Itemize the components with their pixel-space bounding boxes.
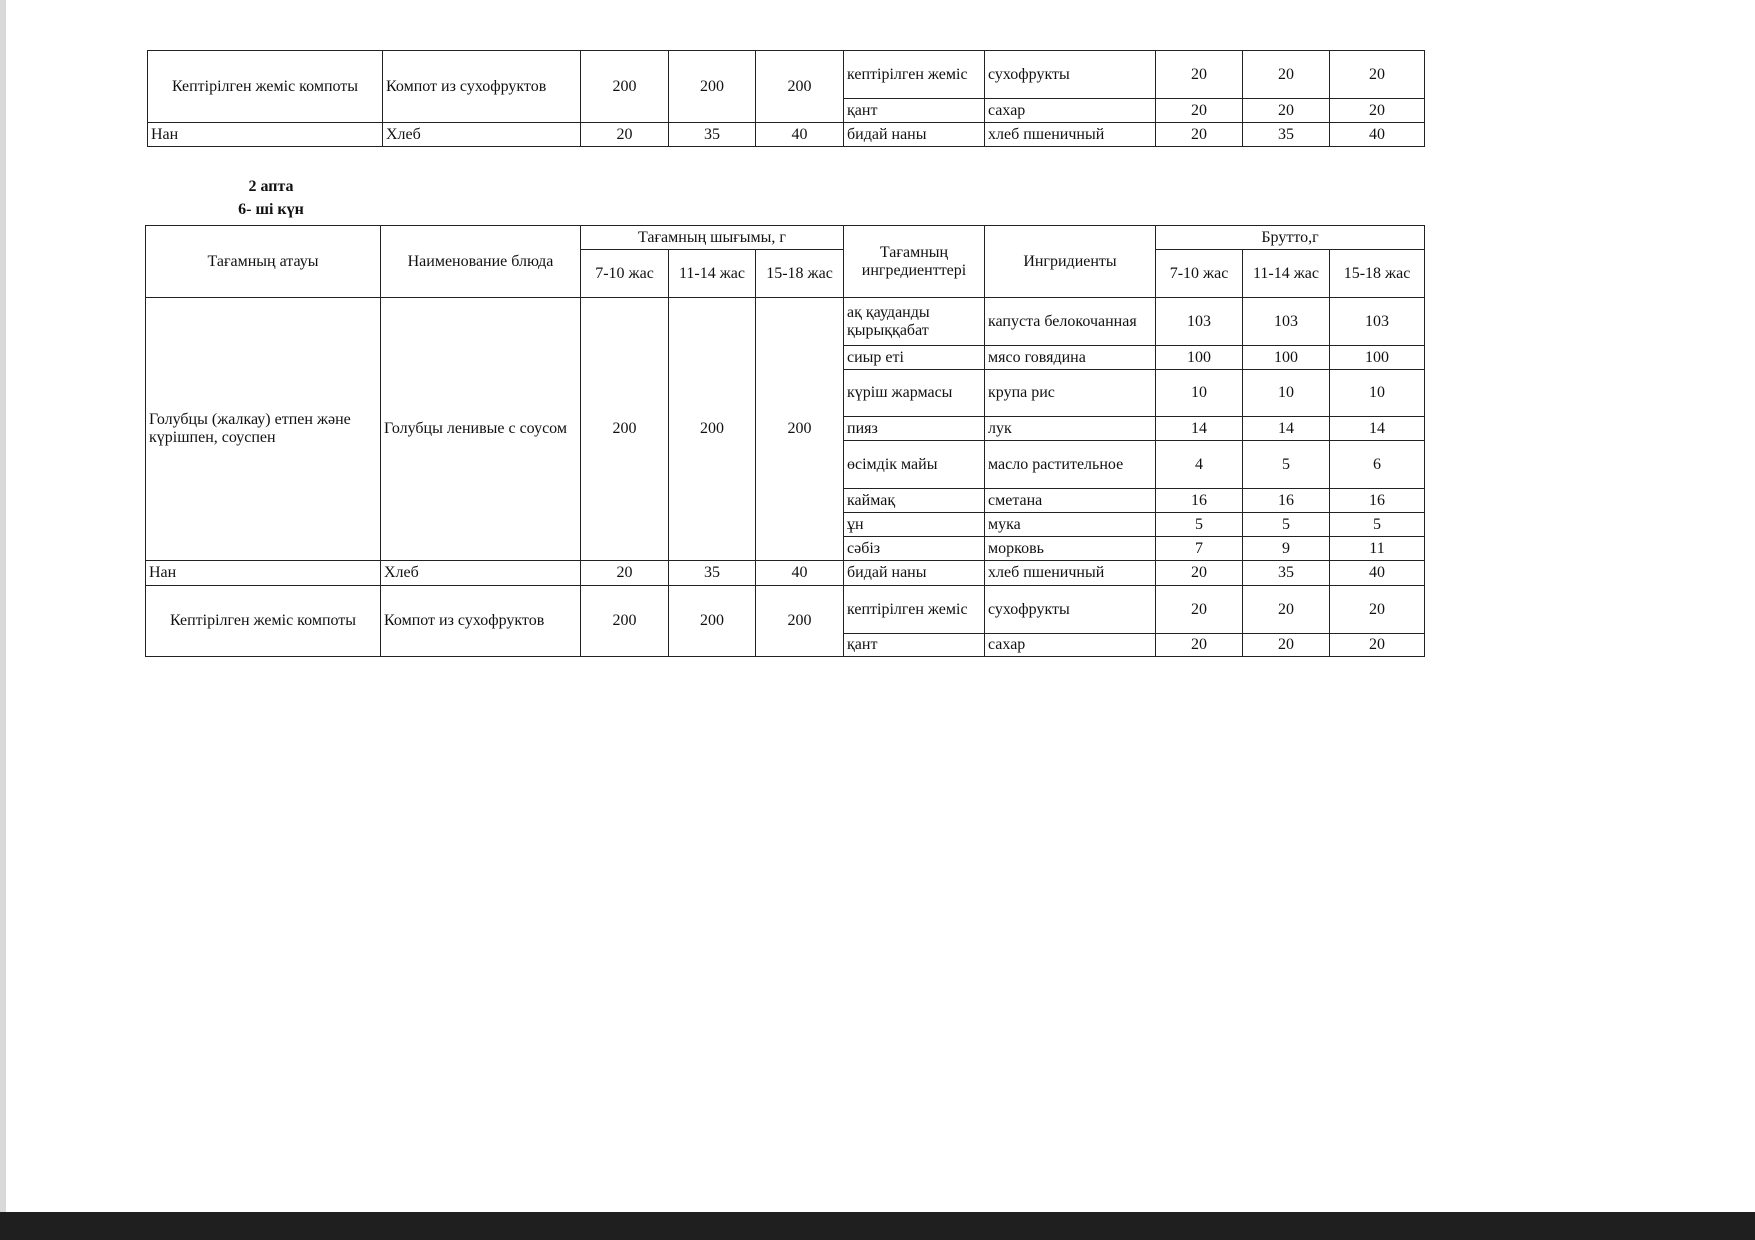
brutto-11-14: 16 [1243, 489, 1330, 513]
brutto-15-18: 20 [1330, 634, 1425, 657]
ingredient-ru: мука [985, 513, 1156, 537]
brutto-15-18: 40 [1330, 561, 1425, 586]
output-15-18: 200 [756, 298, 844, 561]
brutto-15-18: 20 [1330, 51, 1425, 99]
brutto-7-10: 20 [1156, 99, 1243, 123]
ingredient-ru: сухофрукты [985, 586, 1156, 634]
ingredient-kz: қант [844, 99, 985, 123]
brutto-11-14: 20 [1243, 586, 1330, 634]
scan-left-edge [0, 0, 6, 1240]
ingredient-kz: сиыр етi [844, 346, 985, 370]
ingredient-ru: сметана [985, 489, 1156, 513]
ingredient-ru: капуста белокочанная [985, 298, 1156, 346]
dish-name-kz: Кептiрiлген жемiс компоты [146, 586, 381, 657]
dish-name-ru: Хлеб [381, 561, 581, 586]
table-row [146, 298, 1425, 346]
dish-name-ru: Компот из сухофруктов [383, 51, 581, 123]
brutto-7-10: 7 [1156, 537, 1243, 561]
ingredient-kz: сәбiз [844, 537, 985, 561]
output-7-10: 20 [581, 561, 669, 586]
output-7-10: 200 [581, 298, 669, 561]
output-7-10: 200 [581, 586, 669, 657]
header-brutto-11-14: 11-14 жас [1243, 250, 1330, 298]
week-heading: 2 апта [248, 178, 294, 195]
header-dish-kz: Тағамның атауы [146, 226, 381, 298]
ingredient-kz: ақ қауданды қырыққабат [844, 298, 985, 346]
brutto-15-18: 11 [1330, 537, 1425, 561]
ingredient-ru: сухофрукты [985, 51, 1156, 99]
ingredient-kz: өсiмдiк майы [844, 441, 985, 489]
brutto-15-18: 6 [1330, 441, 1425, 489]
header-dish-ru: Наименование блюда [381, 226, 581, 298]
brutto-11-14: 20 [1243, 634, 1330, 657]
dish-name-kz: Кептiрiлген жемiс компоты [148, 51, 383, 123]
brutto-7-10: 5 [1156, 513, 1243, 537]
brutto-15-18: 20 [1330, 99, 1425, 123]
ingredient-kz: қант [844, 634, 985, 657]
header-brutto-7-10: 7-10 жас [1156, 250, 1243, 298]
table-row [146, 561, 1425, 586]
dish-name-kz: Нан [148, 123, 383, 147]
ingredient-kz: каймақ [844, 489, 985, 513]
brutto-7-10: 10 [1156, 370, 1243, 417]
output-15-18: 40 [756, 561, 844, 586]
brutto-11-14: 5 [1243, 441, 1330, 489]
table-row [146, 586, 1425, 634]
brutto-11-14: 5 [1243, 513, 1330, 537]
ingredient-ru: сахар [985, 634, 1156, 657]
output-15-18: 200 [756, 586, 844, 657]
brutto-7-10: 20 [1156, 51, 1243, 99]
output-11-14: 35 [669, 561, 756, 586]
dish-name-ru: Хлеб [383, 123, 581, 147]
output-15-18: 200 [756, 51, 844, 123]
brutto-11-14: 14 [1243, 417, 1330, 441]
menu-table-day6 [145, 225, 1425, 657]
output-11-14: 35 [669, 123, 756, 147]
ingredient-ru: сахар [985, 99, 1156, 123]
output-11-14: 200 [669, 298, 756, 561]
brutto-7-10: 20 [1156, 634, 1243, 657]
dish-name-kz: Нан [146, 561, 381, 586]
ingredient-ru: мясо говядина [985, 346, 1156, 370]
ingredient-kz: кептiрiлген жемiс [844, 51, 985, 99]
output-15-18: 40 [756, 123, 844, 147]
dish-name-kz: Голубцы (жалкау) етпен және күрiшпен, соуспен [146, 298, 381, 561]
brutto-11-14: 10 [1243, 370, 1330, 417]
brutto-11-14: 9 [1243, 537, 1330, 561]
output-11-14: 200 [669, 586, 756, 657]
brutto-7-10: 100 [1156, 346, 1243, 370]
output-7-10: 20 [581, 123, 669, 147]
dish-name-ru: Голубцы ленивые с соусом [381, 298, 581, 561]
ingredient-ru: масло растительное [985, 441, 1156, 489]
brutto-15-18: 10 [1330, 370, 1425, 417]
ingredient-kz: ұн [844, 513, 985, 537]
ingredient-kz: күрiш жармасы [844, 370, 985, 417]
ingredient-ru: хлеб пшеничный [985, 561, 1156, 586]
brutto-11-14: 35 [1243, 123, 1330, 147]
header-age-11-14: 11-14 жас [669, 250, 756, 298]
ingredient-kz: пияз [844, 417, 985, 441]
brutto-7-10: 20 [1156, 561, 1243, 586]
dish-name-ru: Компот из сухофруктов [381, 586, 581, 657]
brutto-15-18: 14 [1330, 417, 1425, 441]
brutto-7-10: 4 [1156, 441, 1243, 489]
brutto-15-18: 5 [1330, 513, 1425, 537]
brutto-7-10: 14 [1156, 417, 1243, 441]
header-brutto: Брутто,г [1156, 226, 1425, 250]
menu-table-continued [147, 50, 1425, 147]
table-row [148, 123, 1425, 147]
header-output: Тағамның шығымы, г [581, 226, 844, 250]
brutto-7-10: 16 [1156, 489, 1243, 513]
ingredient-ru: крупа рис [985, 370, 1156, 417]
header-ingredients-ru: Ингридиенты [985, 226, 1156, 298]
brutto-7-10: 103 [1156, 298, 1243, 346]
brutto-7-10: 20 [1156, 123, 1243, 147]
brutto-15-18: 103 [1330, 298, 1425, 346]
table-row [148, 51, 1425, 99]
ingredient-ru: лук [985, 417, 1156, 441]
ingredient-ru: хлеб пшеничный [985, 123, 1156, 147]
output-11-14: 200 [669, 51, 756, 123]
brutto-11-14: 103 [1243, 298, 1330, 346]
ingredient-kz: бидай наны [844, 561, 985, 586]
brutto-15-18: 20 [1330, 586, 1425, 634]
scan-bottom-edge [0, 1212, 1755, 1240]
brutto-11-14: 100 [1243, 346, 1330, 370]
brutto-15-18: 40 [1330, 123, 1425, 147]
header-age-15-18: 15-18 жас [756, 250, 844, 298]
header-ingredients-kz: Тағамның ингредиенттерi [844, 226, 985, 298]
header-row [146, 226, 1425, 250]
brutto-15-18: 100 [1330, 346, 1425, 370]
header-age-7-10: 7-10 жас [581, 250, 669, 298]
day-heading: 6- шi күн [238, 201, 304, 218]
brutto-7-10: 20 [1156, 586, 1243, 634]
brutto-11-14: 20 [1243, 51, 1330, 99]
ingredient-ru: морковь [985, 537, 1156, 561]
ingredient-kz: кептiрiлген жемiс [844, 586, 985, 634]
ingredient-kz: бидай наны [844, 123, 985, 147]
brutto-11-14: 35 [1243, 561, 1330, 586]
brutto-11-14: 20 [1243, 99, 1330, 123]
brutto-15-18: 16 [1330, 489, 1425, 513]
header-brutto-15-18: 15-18 жас [1330, 250, 1425, 298]
output-7-10: 200 [581, 51, 669, 123]
